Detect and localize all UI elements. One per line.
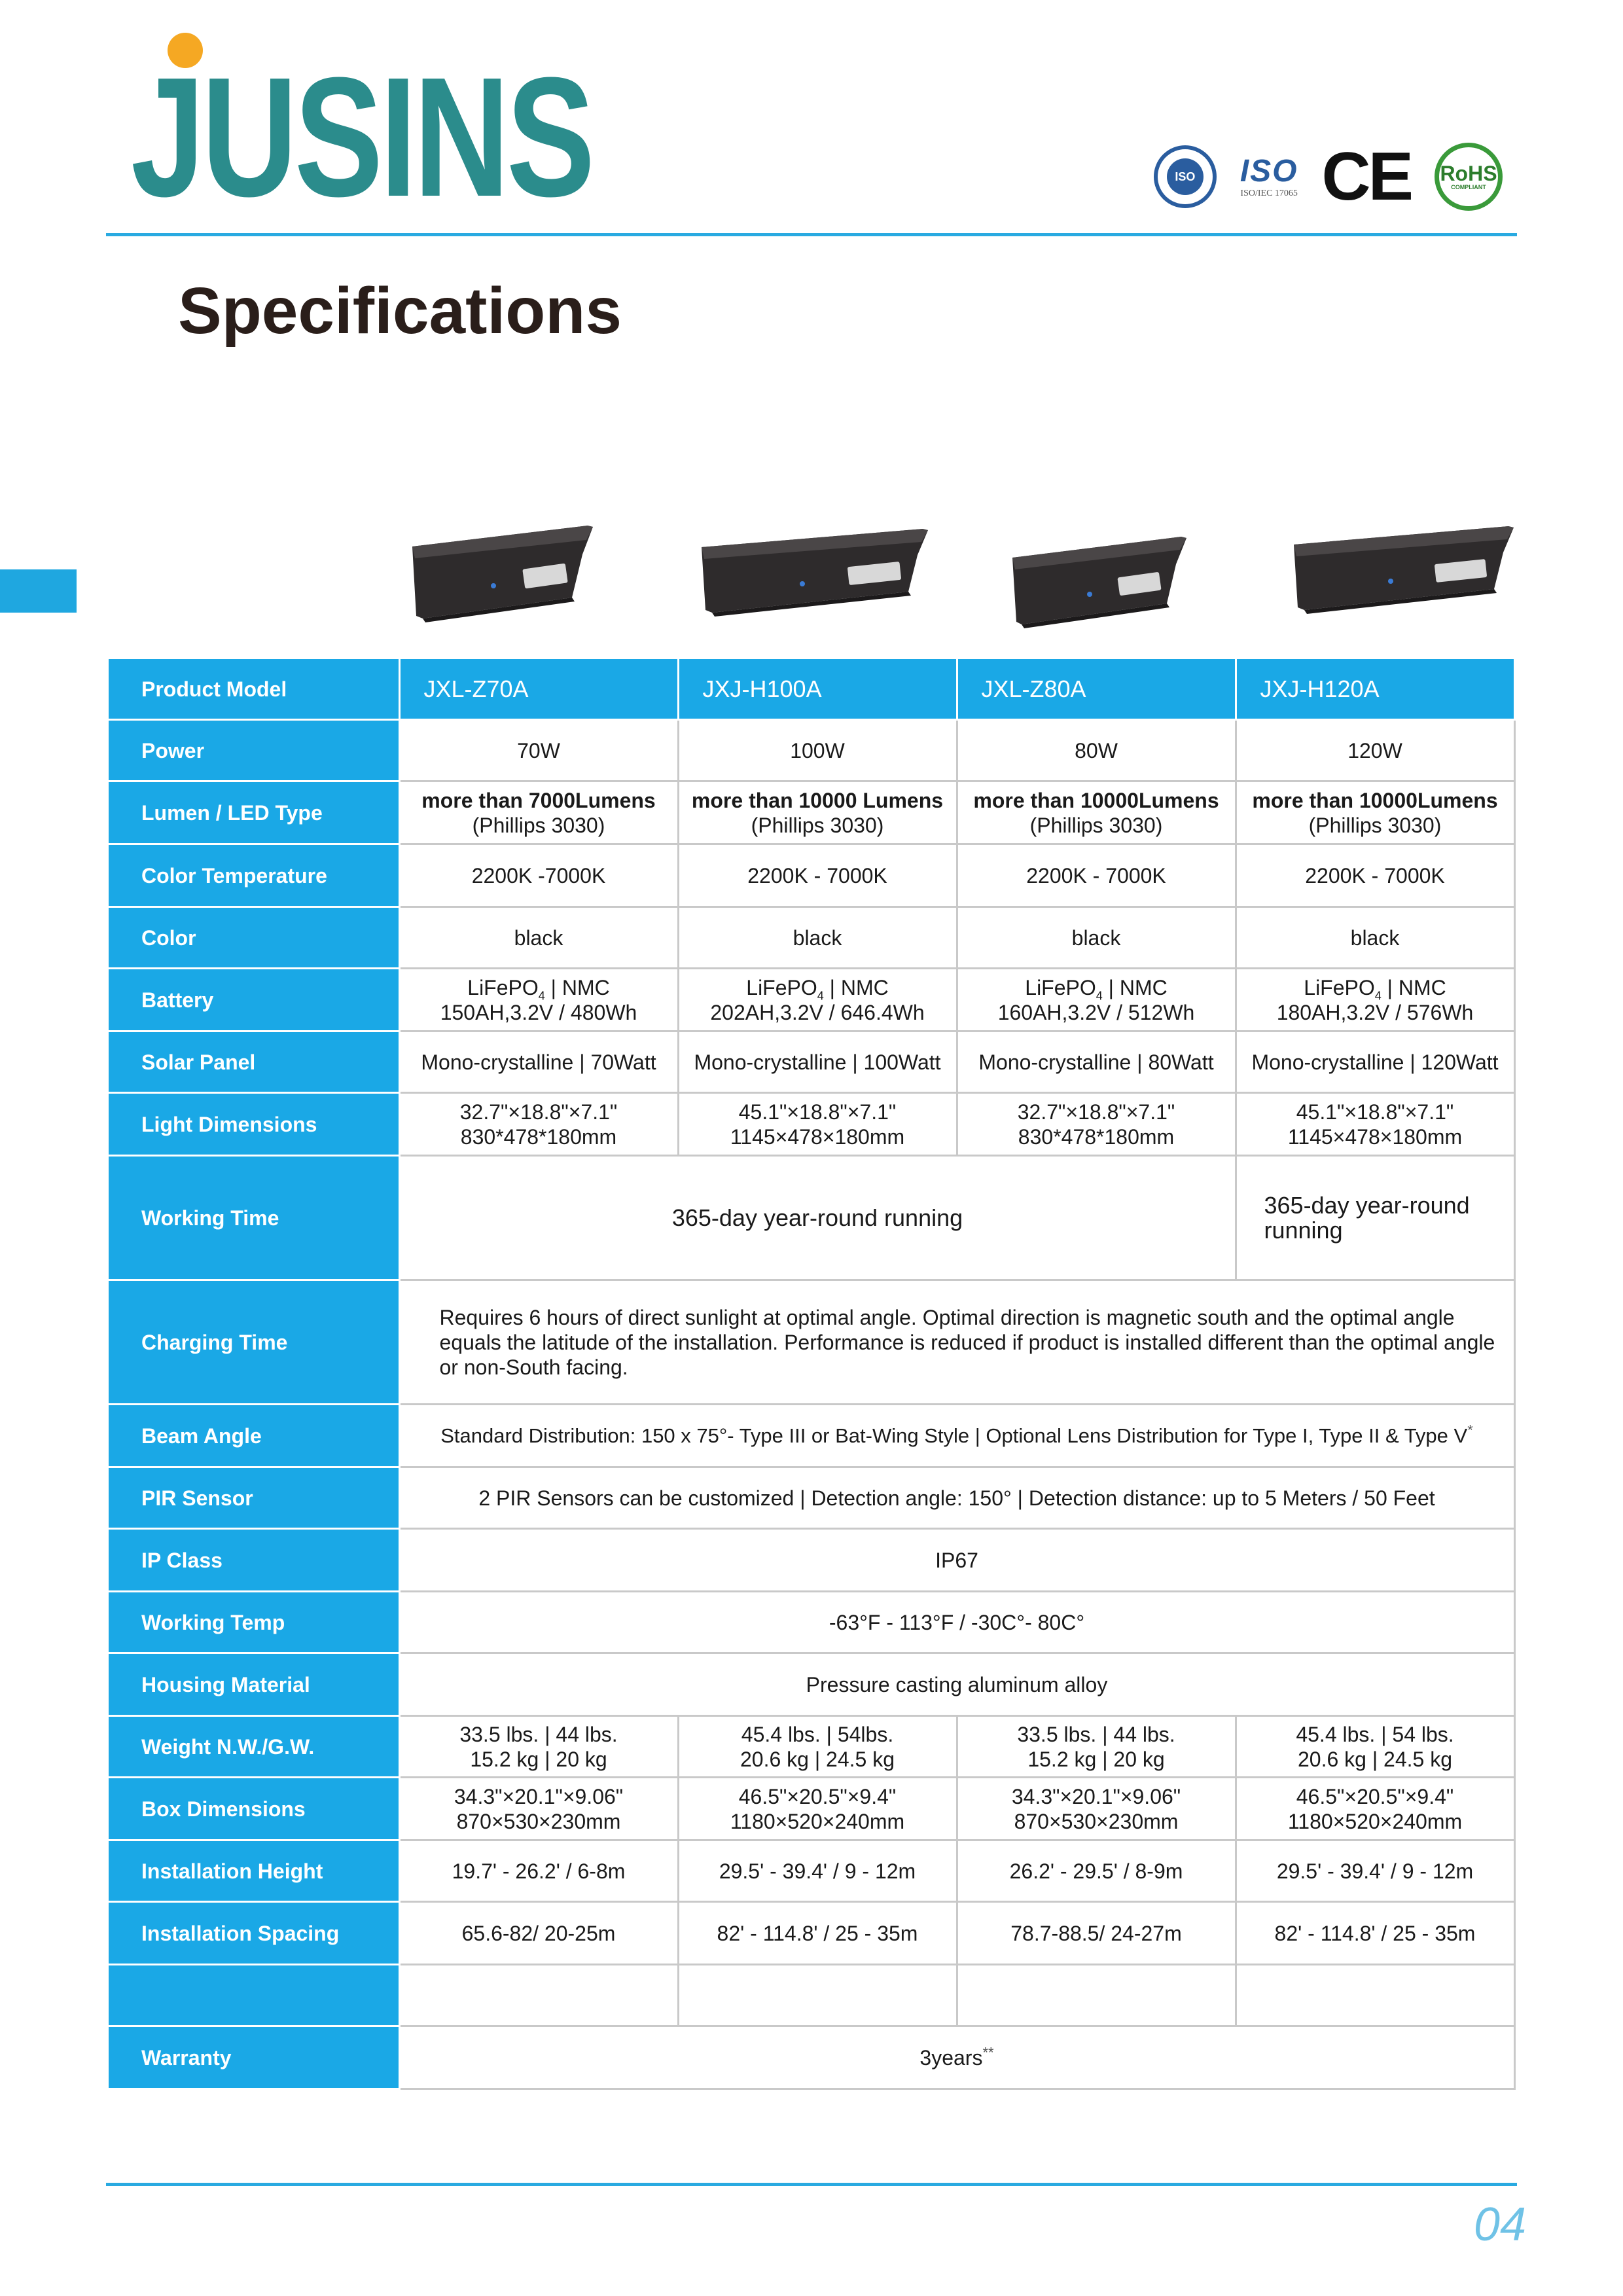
label-warranty: Warranty bbox=[109, 2026, 399, 2089]
label-working-temp: Working Temp bbox=[109, 1592, 399, 1653]
solar-value: Mono-crystalline | 80Watt bbox=[957, 1031, 1236, 1093]
row-working-temp bbox=[109, 1592, 1514, 1653]
power-value: 80W bbox=[957, 720, 1236, 781]
product-image-jxl-z80a bbox=[1011, 531, 1188, 630]
model-jxj-h120a: JXJ-H120A bbox=[1236, 658, 1514, 720]
row-housing-material bbox=[109, 1653, 1514, 1716]
power-value: 70W bbox=[399, 720, 678, 781]
row-installation-height bbox=[109, 1840, 1514, 1902]
specifications-table bbox=[109, 657, 1516, 2090]
certification-badges bbox=[1154, 137, 1503, 216]
label-power: Power bbox=[109, 720, 399, 781]
weight-value: 45.4 lbs. | 54lbs. 20.6 kg | 24.5 kg bbox=[678, 1716, 957, 1778]
pir-sensor-value: 2 PIR Sensors can be customized | Detection angle: 150° | Detection distance: up to 5 Meters / 50 Feet bbox=[399, 1467, 1514, 1529]
empty-cell bbox=[399, 1965, 678, 2026]
empty-cell bbox=[1236, 1965, 1514, 2026]
lumen-value: more than 7000Lumens (Phillips 3030) bbox=[399, 781, 678, 844]
color-temp-value: 2200K - 7000K bbox=[957, 844, 1236, 907]
lumen-value: more than 10000Lumens (Phillips 3030) bbox=[1236, 781, 1514, 844]
beam-angle-value: Standard Distribution: 150 x 75°- Type III or Bat-Wing Style | Optional Lens Distribution for Type I, Type II & Type V* bbox=[399, 1405, 1514, 1467]
lumen-value: more than 10000 Lumens (Phillips 3030) bbox=[678, 781, 957, 844]
brand-logo bbox=[131, 33, 592, 232]
label-weight: Weight N.W./G.W. bbox=[109, 1716, 399, 1778]
model-jxl-z70a: JXL-Z70A bbox=[399, 658, 678, 720]
product-image-jxj-h100a bbox=[700, 524, 929, 622]
install-spacing-value: 82' - 114.8' / 25 - 35m bbox=[1236, 1902, 1514, 1965]
model-jxl-z80a: JXL-Z80A bbox=[957, 658, 1236, 720]
color-value: black bbox=[678, 907, 957, 969]
row-pir-sensor bbox=[109, 1467, 1514, 1529]
page-title: Specifications bbox=[178, 274, 622, 348]
label-lumen: Lumen / LED Type bbox=[109, 781, 399, 844]
box-value: 34.3"×20.1"×9.06" 870×530×230mm bbox=[399, 1778, 678, 1840]
row-charging-time bbox=[109, 1280, 1514, 1405]
weight-value: 33.5 lbs. | 44 lbs. 15.2 kg | 20 kg bbox=[957, 1716, 1236, 1778]
weight-value: 45.4 lbs. | 54 lbs. 20.6 kg | 24.5 kg bbox=[1236, 1716, 1514, 1778]
solar-value: Mono-crystalline | 70Watt bbox=[399, 1031, 678, 1093]
label-ip-class: IP Class bbox=[109, 1529, 399, 1592]
label-pir-sensor: PIR Sensor bbox=[109, 1467, 399, 1529]
weight-value: 33.5 lbs. | 44 lbs. 15.2 kg | 20 kg bbox=[399, 1716, 678, 1778]
header-divider bbox=[106, 233, 1517, 236]
charging-time-value: Requires 6 hours of direct sunlight at optimal angle. Optimal direction is magnetic south and the optimal angle equals the latitude of the installation. Performance is reduced if product is installed different than the optimal angle or non-South facing. bbox=[399, 1280, 1514, 1405]
working-temp-value: -63°F - 113°F / -30C°- 80C° bbox=[399, 1592, 1514, 1653]
row-beam-angle bbox=[109, 1405, 1514, 1467]
battery-value: LiFePO$_4$ | NMC 202AH,3.2V / 646.4Wh bbox=[678, 969, 957, 1031]
row-installation-spacing bbox=[109, 1902, 1514, 1965]
ip-class-value: IP67 bbox=[399, 1529, 1514, 1592]
label-installation-spacing: Installation Spacing bbox=[109, 1902, 399, 1965]
side-tab-marker bbox=[0, 569, 77, 613]
label-installation-height: Installation Height bbox=[109, 1840, 399, 1902]
logo-text: JUSINS bbox=[131, 43, 592, 232]
row-box-dimensions bbox=[109, 1778, 1514, 1840]
row-working-time bbox=[109, 1156, 1514, 1280]
install-height-value: 19.7' - 26.2' / 6-8m bbox=[399, 1840, 678, 1902]
label-box-dimensions: Box Dimensions bbox=[109, 1778, 399, 1840]
battery-value: LiFePO$_4$ | NMC 180AH,3.2V / 576Wh bbox=[1236, 969, 1514, 1031]
box-value: 46.5"×20.5"×9.4" 1180×520×240mm bbox=[1236, 1778, 1514, 1840]
row-empty bbox=[109, 1965, 1514, 2026]
row-weight bbox=[109, 1716, 1514, 1778]
page-number: 04 bbox=[1473, 2198, 1526, 2251]
row-solar-panel bbox=[109, 1031, 1514, 1093]
battery-value: LiFePO$_4$ | NMC 160AH,3.2V / 512Wh bbox=[957, 969, 1236, 1031]
ce-mark-icon: CE bbox=[1321, 138, 1411, 215]
solar-value: Mono-crystalline | 120Watt bbox=[1236, 1031, 1514, 1093]
label-solar-panel: Solar Panel bbox=[109, 1031, 399, 1093]
row-color bbox=[109, 907, 1514, 969]
color-value: black bbox=[1236, 907, 1514, 969]
iso-9001-icon: ISO bbox=[1154, 145, 1217, 208]
row-color-temperature bbox=[109, 844, 1514, 907]
label-color: Color bbox=[109, 907, 399, 969]
rohs-icon: RoHS COMPLIANT bbox=[1435, 143, 1503, 211]
install-height-value: 29.5' - 39.4' / 9 - 12m bbox=[1236, 1840, 1514, 1902]
lumen-value: more than 10000Lumens (Phillips 3030) bbox=[957, 781, 1236, 844]
product-image-jxj-h120a bbox=[1293, 521, 1515, 619]
color-temp-value: 2200K - 7000K bbox=[678, 844, 957, 907]
label-battery: Battery bbox=[109, 969, 399, 1031]
solar-value: Mono-crystalline | 100Watt bbox=[678, 1031, 957, 1093]
color-value: black bbox=[399, 907, 678, 969]
install-spacing-value: 65.6-82/ 20-25m bbox=[399, 1902, 678, 1965]
power-value: 120W bbox=[1236, 720, 1514, 781]
install-height-value: 29.5' - 39.4' / 9 - 12m bbox=[678, 1840, 957, 1902]
label-working-time: Working Time bbox=[109, 1156, 399, 1280]
dimensions-value: 45.1"×18.8"×7.1" 1145×478×180mm bbox=[1236, 1093, 1514, 1156]
color-value: black bbox=[957, 907, 1236, 969]
iso-iec-17065-icon: ISO ISO/IEC 17065 bbox=[1240, 154, 1298, 198]
row-light-dimensions bbox=[109, 1093, 1514, 1156]
row-battery bbox=[109, 969, 1514, 1031]
warranty-value: 3years** bbox=[399, 2026, 1514, 2089]
row-warranty bbox=[109, 2026, 1514, 2089]
product-image-jxl-z70a bbox=[411, 520, 594, 625]
label-charging-time: Charging Time bbox=[109, 1280, 399, 1405]
empty-cell bbox=[957, 1965, 1236, 2026]
housing-material-value: Pressure casting aluminum alloy bbox=[399, 1653, 1514, 1716]
model-jxj-h100a: JXJ-H100A bbox=[678, 658, 957, 720]
empty-cell bbox=[678, 1965, 957, 2026]
working-time-value: 365-day year-round running bbox=[399, 1156, 1236, 1280]
row-lumen bbox=[109, 781, 1514, 844]
label-housing-material: Housing Material bbox=[109, 1653, 399, 1716]
install-spacing-value: 78.7-88.5/ 24-27m bbox=[957, 1902, 1236, 1965]
row-power bbox=[109, 720, 1514, 781]
battery-value: LiFePO$_4$ | NMC 150AH,3.2V / 480Wh bbox=[399, 969, 678, 1031]
dimensions-value: 32.7"×18.8"×7.1" 830*478*180mm bbox=[957, 1093, 1236, 1156]
power-value: 100W bbox=[678, 720, 957, 781]
dimensions-value: 32.7"×18.8"×7.1" 830*478*180mm bbox=[399, 1093, 678, 1156]
dimensions-value: 45.1"×18.8"×7.1" 1145×478×180mm bbox=[678, 1093, 957, 1156]
box-value: 46.5"×20.5"×9.4" 1180×520×240mm bbox=[678, 1778, 957, 1840]
install-height-value: 26.2' - 29.5' / 8-9m bbox=[957, 1840, 1236, 1902]
row-ip-class bbox=[109, 1529, 1514, 1592]
label-beam-angle: Beam Angle bbox=[109, 1405, 399, 1467]
footer-divider bbox=[106, 2183, 1517, 2186]
label-empty bbox=[109, 1965, 399, 2026]
label-color-temperature: Color Temperature bbox=[109, 844, 399, 907]
label-light-dimensions: Light Dimensions bbox=[109, 1093, 399, 1156]
box-value: 34.3"×20.1"×9.06" 870×530×230mm bbox=[957, 1778, 1236, 1840]
color-temp-value: 2200K - 7000K bbox=[1236, 844, 1514, 907]
working-time-value-last: 365-day year-round running bbox=[1236, 1156, 1514, 1280]
color-temp-value: 2200K -7000K bbox=[399, 844, 678, 907]
label-product-model: Product Model bbox=[109, 658, 399, 720]
row-product-model bbox=[109, 658, 1514, 720]
install-spacing-value: 82' - 114.8' / 25 - 35m bbox=[678, 1902, 957, 1965]
